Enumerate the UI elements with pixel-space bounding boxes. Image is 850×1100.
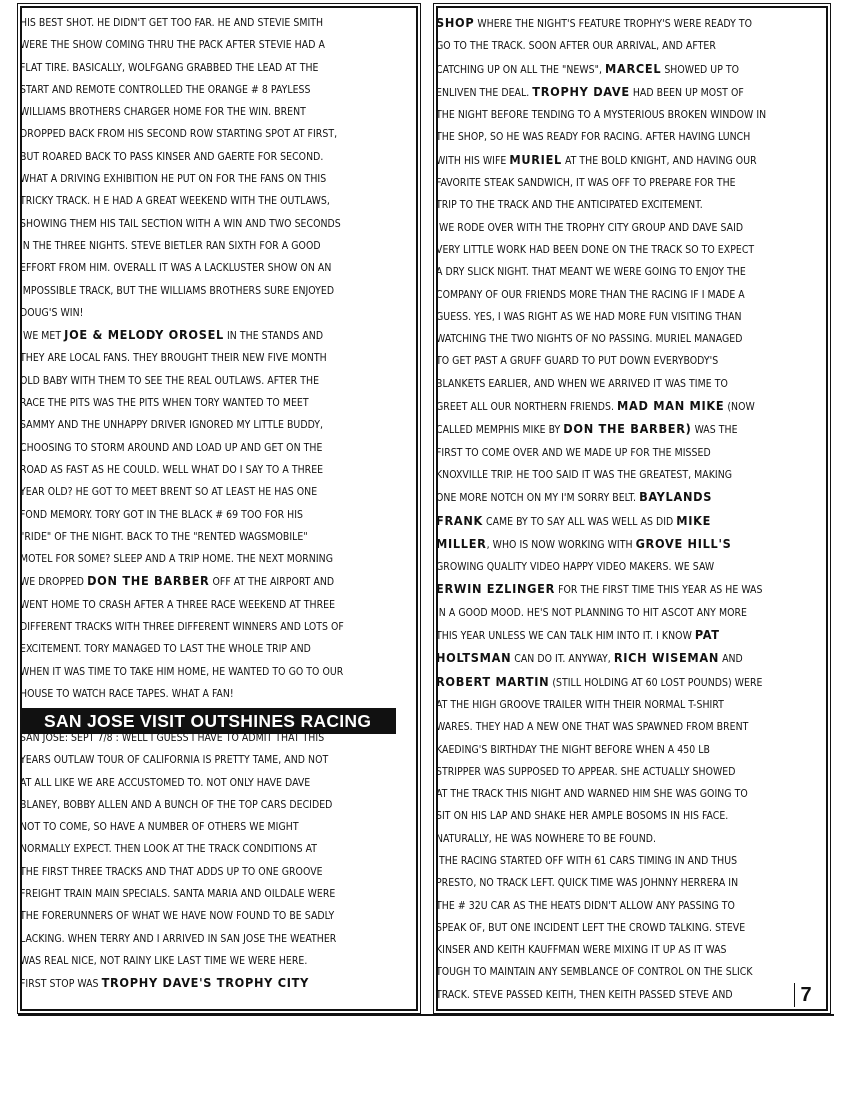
text-line: AT THE TRACK THIS NIGHT AND WARNED HIM SHE WAS GOING TO — [436, 788, 748, 801]
text-line: PRESTO, NO TRACK LEFT. QUICK TIME WAS JOHNNY HERRERA IN — [436, 877, 739, 890]
text-line: THE # 32U CAR AS THE HEATS DIDN'T ALLOW ANY PASSING TO — [436, 899, 735, 912]
text-line: MILLER, WHO IS NOW WORKING WITH GROVE HILL'S — [436, 535, 732, 551]
name-highlight: MURIEL — [509, 151, 562, 167]
name-highlight: GROVE HILL'S — [635, 535, 732, 551]
text-line: EXCITEMENT. TORY MANAGED TO LAST THE WHOLE TRIP AND — [20, 643, 311, 656]
text-line: DOUG'S WIN! — [20, 306, 84, 319]
text-line: SAN JOSE: SEPT 7/8 : WELL I GUESS I HAVE TO ADMIT THAT THIS — [20, 732, 325, 744]
text-line: ROAD AS FAST AS HE COULD. WELL WHAT DO I SAY TO A THREE — [20, 463, 324, 476]
name-highlight: TROPHY DAVE'S TROPHY CITY — [101, 975, 309, 991]
text-line: STRIPPER WAS SUPPOSED TO APPEAR. SHE ACTUALLY SHOWED — [436, 765, 736, 778]
text-line: OLD BABY WITH THEM TO SEE THE REAL OUTLAWS. AFTER THE — [20, 374, 320, 387]
text-line: FRANK CAME BY TO SAY ALL WAS WELL AS DID MIKE — [436, 512, 712, 528]
article-body — [20, 727, 336, 996]
text-line: IN THE THREE NIGHTS. STEVE BIETLER RAN SIXTH FOR A GOOD — [20, 239, 321, 252]
text-line: THE SHOP, SO HE WAS READY FOR RACING. AFTER HAVING LUNCH — [436, 131, 751, 144]
text-line: IN A GOOD MOOD. HE'S NOT PLANNING TO HIT ASCOT ANY MORE — [436, 606, 747, 619]
text-line: KNOXVILLE TRIP. HE TOO SAID IT WAS THE GREATEST, MAKING — [436, 468, 733, 481]
text-line: WHEN IT WAS TIME TO TAKE HIM HOME, HE WANTED TO GO TO OUR — [20, 665, 344, 678]
text-line: WERE THE SHOW COMING THRU THE PACK AFTER STEVIE HAD A — [20, 39, 325, 52]
text-line: GO TO THE TRACK. SOON AFTER OUR ARRIVAL, AND AFTER — [436, 40, 716, 53]
text-line: TOUGH TO MAINTAIN ANY SEMBLANCE OF CONTROL ON THE SLICK — [436, 966, 753, 979]
text-line: HOUSE TO WATCH RACE TAPES. WHAT A FAN! — [20, 687, 234, 700]
text-line: THIS YEAR UNLESS WE CAN TALK HIM INTO IT. I KNOW PAT — [436, 627, 720, 643]
text-line: LACKING. WHEN TERRY AND I ARRIVED IN SAN JOSE THE WEATHER — [20, 932, 337, 945]
text-line: TRIP TO THE TRACK AND THE ANTICIPATED EXCITEMENT. — [436, 199, 703, 212]
text-line: BLANKETS EARLIER, AND WHEN WE ARRIVED IT WAS TIME TO — [436, 377, 728, 390]
text-line: FREIGHT TRAIN MAIN SPECIALS. SANTA MARIA AND OILDALE WERE — [20, 888, 336, 901]
text-line: ENLIVEN THE DEAL. TROPHY DAVE HAD BEEN UP MOST OF — [436, 83, 744, 99]
text-line: KINSER AND KEITH KAUFFMAN WERE MIXING IT UP AS IT WAS — [436, 944, 727, 957]
text-line: DROPPED BACK FROM HIS SECOND ROW STARTING SPOT AT FIRST, — [20, 128, 338, 141]
text-line: TRICKY TRACK. H E HAD A GREAT WEEKEND WITH THE OUTLAWS, — [20, 195, 330, 208]
name-highlight: MAD MAN MIKE — [617, 398, 725, 414]
name-highlight: PAT — [694, 627, 720, 643]
text-line: SPEAK OF, BUT ONE INCIDENT LEFT THE CROWD TALKING. STEVE — [436, 921, 746, 934]
text-line: WITH HIS WIFE MURIEL AT THE BOLD KNIGHT, AND HAVING OUR — [436, 151, 757, 167]
text-line: VERY LITTLE WORK HAD BEEN DONE ON THE TRACK SO TO EXPECT — [436, 243, 755, 256]
text-line: DIFFERENT TRACKS WITH THREE DIFFERENT WINNERS AND LOTS OF — [20, 621, 344, 634]
article-body-continued — [436, 12, 766, 1006]
text-line: FOND MEMORY. TORY GOT IN THE BLACK # 69 TOO FOR HIS — [20, 508, 304, 521]
article-continuation — [20, 12, 344, 705]
name-highlight: HOLTSMAN — [436, 650, 512, 666]
text-line: WE RODE OVER WITH THE TROPHY CITY GROUP AND DAVE SAID — [439, 221, 744, 234]
text-line: NORMALLY EXPECT. THEN LOOK AT THE TRACK CONDITIONS AT — [20, 843, 318, 856]
text-line: AT THE HIGH GROOVE TRAILER WITH THEIR NORMAL T-SHIRT — [436, 698, 724, 711]
text-line: MOTEL FOR SOME? SLEEP AND A TRIP HOME. THE NEXT MORNING — [20, 553, 333, 566]
text-line: BLANEY, BOBBY ALLEN AND A BUNCH OF THE TOP CARS DECIDED — [20, 798, 333, 811]
text-line: IMPOSSIBLE TRACK, BUT THE WILLIAMS BROTHERS SURE ENJOYED — [20, 284, 335, 297]
article-headline: SAN JOSE VISIT OUTSHINES RACING — [22, 708, 396, 734]
text-line: GREET ALL OUR NORTHERN FRIENDS. MAD MAN MIKE (NOW — [436, 398, 755, 414]
name-highlight: MIKE — [676, 512, 712, 528]
text-line: THE FORERUNNERS OF WHAT WE HAVE NOW FOUND TO BE SADLY — [20, 910, 335, 923]
text-line: KAEDING'S BIRTHDAY THE NIGHT BEFORE WHEN A 450 LB — [436, 743, 710, 756]
text-line: START AND REMOTE CONTROLLED THE ORANGE # 8 PAYLESS — [20, 83, 311, 96]
name-highlight: ERWIN EZLINGER — [436, 581, 556, 597]
name-highlight: ROBERT MARTIN — [436, 673, 550, 689]
text-line: GROWING QUALITY VIDEO HAPPY VIDEO MAKERS. WE SAW — [436, 561, 715, 574]
name-highlight: BAYLANDS — [639, 489, 713, 505]
text-line: THE NIGHT BEFORE TENDING TO A MYSTERIOUS BROKEN WINDOW IN — [436, 109, 767, 122]
text-line: RACE THE PITS WAS THE PITS WHEN TORY WANTED TO MEET — [20, 397, 309, 410]
text-line: NATURALLY, HE WAS NOWHERE TO BE FOUND. — [436, 832, 656, 845]
text-line: YEARS OUTLAW TOUR OF CALIFORNIA IS PRETTY TAME, AND NOT — [20, 754, 329, 767]
text-line: HIS BEST SHOT. HE DIDN'T GET TOO FAR. HE AND STEVIE SMITH — [20, 17, 324, 29]
text-line: FAVORITE STEAK SANDWICH, IT WAS OFF TO PREPARE FOR THE — [436, 177, 736, 190]
text-line: ERWIN EZLINGER FOR THE FIRST TIME THIS YEAR AS HE WAS — [436, 581, 763, 597]
text-line: EFFORT FROM HIM. OVERALL IT WAS A LACKLUSTER SHOW ON AN — [20, 262, 332, 275]
text-line: THEY ARE LOCAL FANS. THEY BROUGHT THEIR NEW FIVE MONTH — [20, 352, 327, 365]
text-line: WE DROPPED DON THE BARBER OFF AT THE AIRPORT AND — [20, 573, 335, 589]
text-line: WARES. THEY HAD A NEW ONE THAT WAS SPAWNED FROM BRENT — [436, 721, 749, 734]
text-line: CHOOSING TO STORM AROUND AND LOAD UP AND GET ON THE — [20, 441, 323, 454]
text-line: CATCHING UP ON ALL THE "NEWS", MARCEL SHOWED UP TO — [436, 60, 740, 76]
text-line: WATCHING THE TWO NIGHTS OF NO PASSING. MURIEL MANAGED — [436, 333, 743, 346]
text-line: A DRY SLICK NIGHT. THAT MEANT WE WERE GOING TO ENJOY THE — [436, 266, 746, 279]
text-line: WAS REAL NICE, NOT RAINY LIKE LAST TIME WE WERE HERE. — [20, 954, 308, 967]
text-line: FIRST TO COME OVER AND WE MADE UP FOR THE MISSED — [436, 446, 711, 459]
name-highlight: DON THE BARBER) — [563, 421, 692, 437]
text-line: NOT TO COME, SO HAVE A NUMBER OF OTHERS WE MIGHT — [20, 821, 299, 834]
name-highlight: MILLER — [436, 535, 487, 551]
text-line: "RIDE" OF THE NIGHT. BACK TO THE "RENTED WAGSMOBILE" — [20, 530, 308, 543]
text-line: SHOP WHERE THE NIGHT'S FEATURE TROPHY'S WERE READY TO — [436, 15, 753, 30]
text-line: SHOWING THEM HIS TAIL SECTION WITH A WIN AND TWO SECONDS — [20, 217, 341, 230]
text-line: THE FIRST THREE TRACKS AND THAT ADDS UP TO ONE GROOVE — [20, 865, 323, 878]
bottom-rule — [18, 1014, 834, 1016]
text-line: YEAR OLD? HE GOT TO MEET BRENT SO AT LEAST HE HAS ONE — [20, 486, 318, 499]
text-line: AT ALL LIKE WE ARE ACCUSTOMED TO. NOT ONLY HAVE DAVE — [20, 776, 311, 789]
text-line: TRACK. STEVE PASSED KEITH, THEN KEITH PASSED STEVE AND — [436, 988, 733, 1001]
text-line: SIT ON HIS LAP AND SHAKE HER AMPLE BOSOMS IN HIS FACE. — [436, 810, 729, 823]
page-number: 7 — [794, 983, 817, 1007]
text-line: WHAT A DRIVING EXHIBITION HE PUT ON FOR THE FANS ON THIS — [20, 173, 327, 186]
name-highlight: DON THE BARBER — [87, 573, 210, 589]
text-line: SAMMY AND THE UNHAPPY DRIVER IGNORED MY LITTLE BUDDY, — [20, 419, 324, 432]
name-highlight: MARCEL — [605, 60, 662, 76]
text-line: THE RACING STARTED OFF WITH 61 CARS TIMING IN AND THUS — [439, 854, 738, 867]
name-highlight: JOE & MELODY OROSEL — [64, 327, 224, 343]
name-highlight: RICH WISEMAN — [613, 650, 720, 666]
text-line: BUT ROARED BACK TO PASS KINSER AND GAERTE FOR SECOND. — [20, 150, 324, 163]
text-line: CALLED MEMPHIS MIKE BY DON THE BARBER) WAS THE — [436, 421, 738, 437]
name-highlight: TROPHY DAVE — [532, 83, 630, 99]
text-line: FIRST STOP WAS TROPHY DAVE'S TROPHY CITY — [20, 975, 309, 991]
name-highlight: SHOP — [436, 15, 475, 30]
text-line: ROBERT MARTIN (STILL HOLDING AT 60 LOST POUNDS) WERE — [436, 673, 763, 689]
text-line: WILLIAMS BROTHERS CHARGER HOME FOR THE WIN. BRENT — [20, 106, 306, 119]
text-line: HOLTSMAN CAN DO IT. ANYWAY, RICH WISEMAN AND — [436, 650, 743, 666]
text-line: ONE MORE NOTCH ON MY I'M SORRY BELT. BAYLANDS — [436, 489, 713, 505]
text-line: WE MET JOE & MELODY OROSEL IN THE STANDS AND — [23, 327, 324, 343]
text-line: GUESS. YES, I WAS RIGHT AS WE HAD MORE FUN VISITING THAN — [436, 310, 742, 323]
text-line: WENT HOME TO CRASH AFTER A THREE RACE WEEKEND AT THREE — [20, 598, 336, 611]
text-line: TO GET PAST A GRUFF GUARD TO PUT DOWN EVERYBODY'S — [436, 355, 719, 368]
name-highlight: FRANK — [436, 512, 484, 528]
text-line: FLAT TIRE. BASICALLY, WOLFGANG GRABBED THE LEAD AT THE — [20, 61, 319, 74]
text-line: COMPANY OF OUR FRIENDS MORE THAN THE RACING IF I MADE A — [436, 288, 745, 301]
